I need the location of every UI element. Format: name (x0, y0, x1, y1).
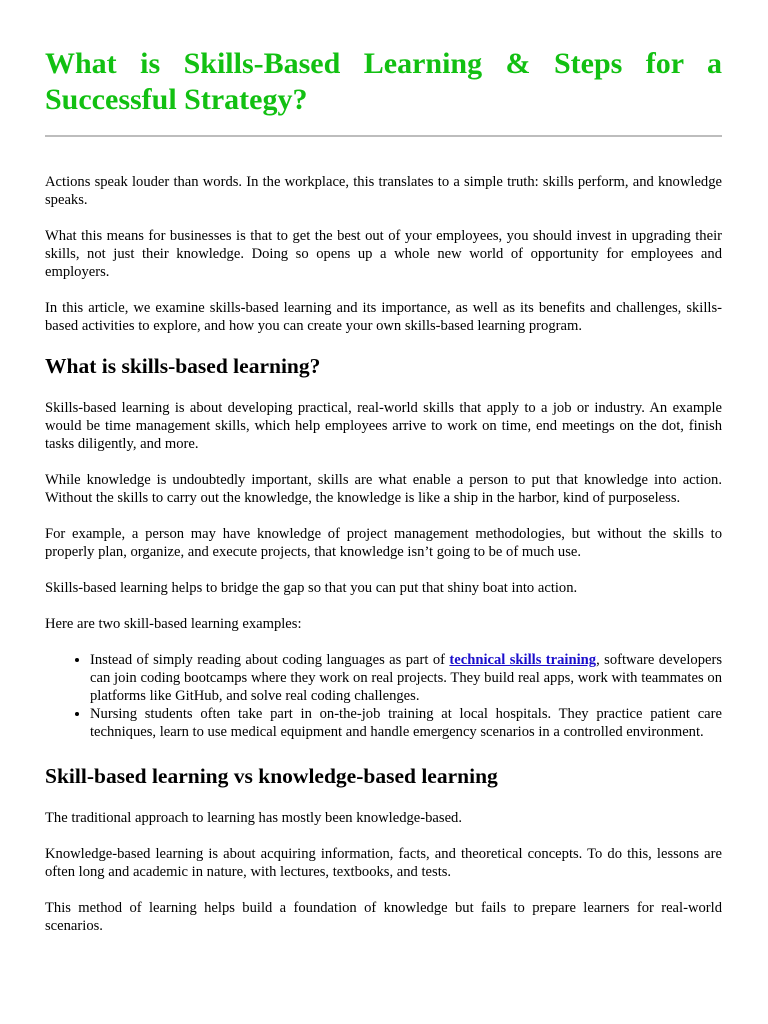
list-item: • Nursing students often take part in on-the-job training at local hospitals. They practice patient care techniques, learn to use medical equipment and handle emergency scenarios in a controlled environment. (90, 705, 722, 741)
intro-paragraph: Actions speak louder than words. In the workplace, this translates to a simple truth: skills perform, and knowledge speaks. (45, 174, 722, 208)
list-item-text-before-link: Instead of simply reading about coding languages as part of (90, 652, 450, 668)
section-heading-skills-based-learning: What is skills-based learning? (45, 354, 321, 378)
title-divider (45, 135, 722, 137)
body-paragraph: The traditional approach to learning has mostly been knowledge-based. (45, 810, 463, 826)
body-paragraph: For example, a person may have knowledge of project management methodologies, but without the skills to properly plan, organize, and execute projects, that knowledge isn’t going to be of much use. (45, 526, 722, 560)
body-paragraph: Knowledge-based learning is about acquiring information, facts, and theoretical concepts. To do this, lessons are often long and academic in nature, with lectures, textbooks, and tests. (45, 846, 722, 880)
intro-paragraph: What this means for businesses is that to get the best out of your employees, you should invest in upgrading their skills, not just their knowledge. Doing so opens up a whole new world of opportunity for employees and employers. (45, 228, 722, 280)
page-title: What is Skills-Based Learning & Steps for a Successful Strategy? (45, 47, 722, 116)
body-paragraph: While knowledge is undoubtedly important, skills are what enable a person to put that knowledge into action. Without the skills to carry out the knowledge, the knowledge is like a ship in the harbor, kind of purposeless. (45, 472, 722, 506)
section-heading-skill-vs-knowledge: Skill-based learning vs knowledge-based learning (45, 764, 498, 788)
body-paragraph: Skills-based learning helps to bridge the gap so that you can put that shiny boat into action. (45, 580, 578, 596)
body-paragraph: Skills-based learning is about developing practical, real-world skills that apply to a job or industry. An example would be time management skills, which help employees arrive to work on time, end meetings on the dot, finish tasks diligently, and more. (45, 400, 722, 452)
list-item-text-after-link: , software developers can join coding bootcamps where they work on real projects. They build real apps, work with teammates on platforms like GitHub, and solve real coding challenges. (90, 652, 723, 704)
body-paragraph: Here are two skill-based learning examples: (45, 616, 302, 632)
examples-list (45, 651, 722, 741)
technical-skills-training-link[interactable]: technical skills training (449, 652, 597, 668)
intro-paragraph: In this article, we examine skills-based learning and its importance, as well as its benefits and challenges, skills-based activities to explore, and how you can create your own skills-based learning program. (45, 300, 722, 334)
list-item (90, 651, 722, 705)
body-paragraph: This method of learning helps build a foundation of knowledge but fails to prepare learners for real-world scenarios. (45, 900, 722, 934)
